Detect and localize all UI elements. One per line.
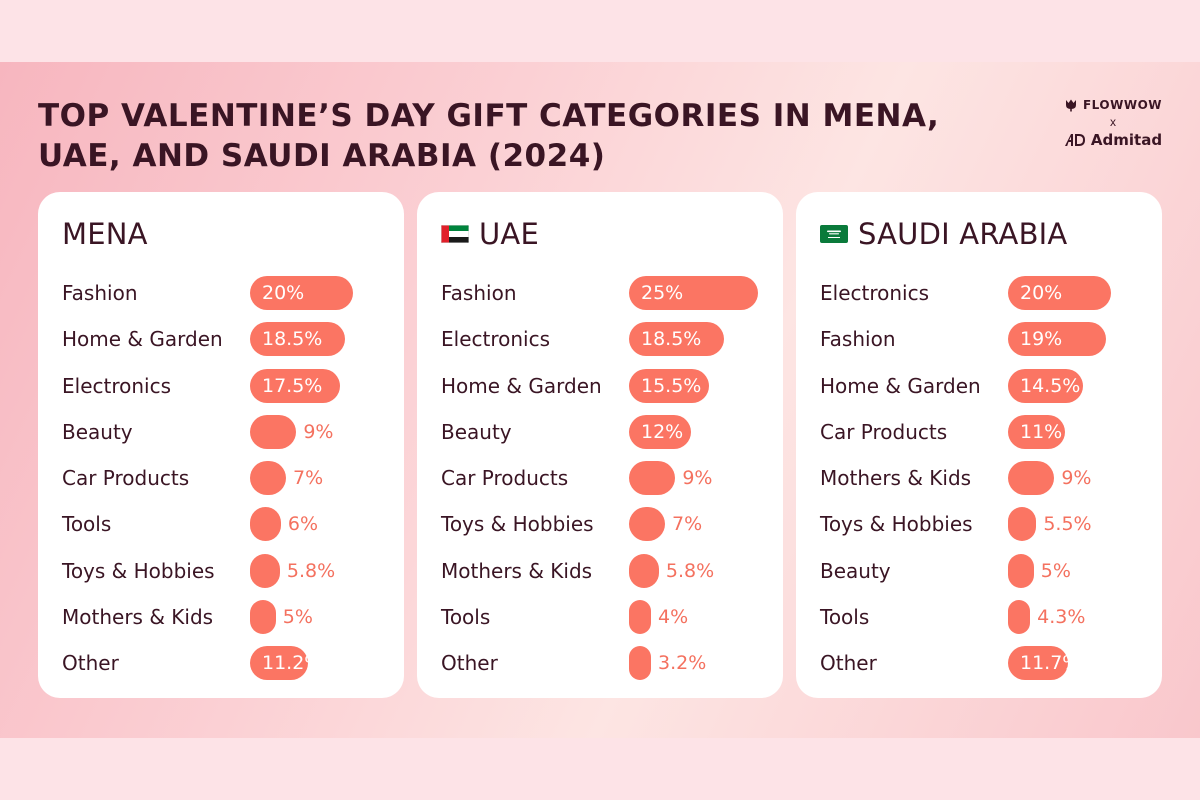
bar <box>629 600 651 634</box>
value-label: 14.5% <box>1020 374 1081 397</box>
panel-title: UAE <box>479 217 539 251</box>
admitad-wordmark: Admitad <box>1090 131 1163 149</box>
bar-row <box>820 554 1071 588</box>
bar <box>629 646 651 680</box>
bar <box>250 600 276 634</box>
category-label: Mothers & Kids <box>820 466 972 490</box>
value-label: 5.5% <box>1043 513 1092 536</box>
flowwow-wordmark: FLOWWOW <box>1082 98 1163 112</box>
admitad-logo <box>1058 131 1168 149</box>
bar <box>1008 554 1034 588</box>
value-label: 11% <box>1020 420 1063 443</box>
tulip-icon <box>1064 98 1078 112</box>
bar-row <box>441 600 688 634</box>
bar <box>250 554 280 588</box>
category-label: Fashion <box>441 281 517 305</box>
bar-row <box>820 646 1081 680</box>
bar <box>1008 646 1081 680</box>
panel-header <box>62 214 148 254</box>
bar <box>1008 415 1065 449</box>
value-label: 5.8% <box>286 559 336 582</box>
bar-row <box>820 415 1065 449</box>
category-label: Tools <box>820 604 870 629</box>
bar-row <box>820 600 1085 634</box>
bar <box>250 646 323 680</box>
bar <box>629 554 659 588</box>
bar <box>629 415 691 449</box>
bar <box>1008 507 1036 541</box>
value-label: 5% <box>282 605 313 628</box>
value-label: 5% <box>1040 559 1071 582</box>
bar <box>1008 600 1030 634</box>
value-label: 6% <box>287 513 319 536</box>
bar <box>250 276 353 310</box>
value-label: 7% <box>293 467 324 489</box>
bar <box>629 461 675 495</box>
value-label: 5.8% <box>665 559 715 582</box>
bar-row <box>441 646 706 680</box>
value-label: 7% <box>672 513 703 536</box>
bar <box>250 415 296 449</box>
value-label: 3.2% <box>658 652 707 674</box>
bar-row <box>441 369 709 403</box>
category-label: Tools <box>441 604 491 629</box>
brand-logos <box>1058 98 1168 149</box>
bar <box>629 276 758 310</box>
saudi-flag-icon <box>820 225 848 243</box>
value-label: 11.7% <box>1020 652 1081 674</box>
bar <box>629 507 665 541</box>
value-label: 17.5% <box>262 374 323 397</box>
bar <box>1008 322 1106 356</box>
bar-row <box>441 415 691 449</box>
category-label: Tools <box>62 512 112 537</box>
logo-separator: x <box>1110 115 1116 129</box>
value-label: 18.5% <box>641 328 702 351</box>
bar <box>250 461 286 495</box>
bar-row <box>441 276 758 310</box>
category-label: Home & Garden <box>441 373 602 398</box>
value-label: 9% <box>303 420 334 443</box>
category-label: Toys & Hobbies <box>820 512 973 537</box>
category-label: Fashion <box>820 327 896 352</box>
title-line-2: UAE, AND SAUDI ARABIA (2024) <box>38 138 606 174</box>
bar-row <box>441 507 702 541</box>
bar-row <box>820 461 1092 495</box>
bar-row <box>441 322 724 356</box>
flowwow-logo <box>1058 98 1168 112</box>
category-label: Toys & Hobbies <box>441 512 594 537</box>
bar <box>1008 276 1111 310</box>
category-label: Home & Garden <box>62 327 223 352</box>
value-label: 4% <box>658 605 689 628</box>
bar-row <box>62 276 353 310</box>
uae-flag-icon <box>441 225 469 243</box>
category-label: Electronics <box>441 327 551 352</box>
category-label: Mothers & Kids <box>441 558 593 583</box>
panel-header <box>820 214 1067 254</box>
bar-row <box>820 276 1111 310</box>
bar-row <box>820 322 1106 356</box>
category-label: Other <box>441 651 498 675</box>
value-label: 9% <box>682 467 713 489</box>
category-label: Other <box>62 651 119 675</box>
category-label: Beauty <box>62 419 133 444</box>
bar <box>1008 461 1054 495</box>
value-label: 19% <box>1020 328 1063 351</box>
category-label: Car Products <box>441 466 569 490</box>
bar-row <box>62 507 318 541</box>
value-label: 18.5% <box>262 328 323 351</box>
page-title <box>38 96 998 176</box>
bar <box>629 322 724 356</box>
admitad-mark-icon <box>1064 132 1086 148</box>
bar-row <box>62 461 323 495</box>
category-label: Toys & Hobbies <box>62 558 215 583</box>
value-label: 9% <box>1061 467 1092 489</box>
bar <box>250 369 340 403</box>
value-label: 11.2% <box>262 652 323 674</box>
value-label: 25% <box>641 282 684 304</box>
bar <box>250 507 281 541</box>
bar-row <box>62 415 334 449</box>
bar-row <box>62 554 335 588</box>
panel-saudi-arabia <box>796 192 1162 698</box>
category-label: Home & Garden <box>820 373 981 398</box>
value-label: 15.5% <box>641 374 702 397</box>
category-label: Electronics <box>820 281 930 305</box>
panel-title: MENA <box>62 217 148 251</box>
panel-uae <box>417 192 783 698</box>
bar <box>250 322 345 356</box>
value-label: 4.3% <box>1037 605 1086 628</box>
category-label: Other <box>820 651 877 675</box>
title-line-1: TOP VALENTINE’S DAY GIFT CATEGORIES IN MENA, <box>38 98 940 134</box>
category-label: Mothers & Kids <box>62 604 214 629</box>
bar-row <box>820 369 1083 403</box>
category-label: Beauty <box>820 558 891 583</box>
bar-row <box>62 322 345 356</box>
category-label: Beauty <box>441 419 512 444</box>
panel-mena <box>38 192 404 698</box>
category-label: Electronics <box>62 373 172 398</box>
value-label: 20% <box>262 282 305 304</box>
bar-row <box>441 554 714 588</box>
bar-row <box>820 507 1092 541</box>
bar-row <box>62 600 313 634</box>
category-label: Fashion <box>62 281 138 305</box>
panel-title: SAUDI ARABIA <box>858 217 1068 251</box>
bar <box>1008 369 1083 403</box>
bar-row <box>62 369 340 403</box>
bar-row <box>441 461 713 495</box>
category-label: Car Products <box>62 466 190 490</box>
category-label: Car Products <box>820 419 948 444</box>
value-label: 20% <box>1020 282 1063 304</box>
bar <box>629 369 709 403</box>
panel-header <box>441 214 539 254</box>
bar-row <box>62 646 323 680</box>
value-label: 12% <box>641 420 684 443</box>
